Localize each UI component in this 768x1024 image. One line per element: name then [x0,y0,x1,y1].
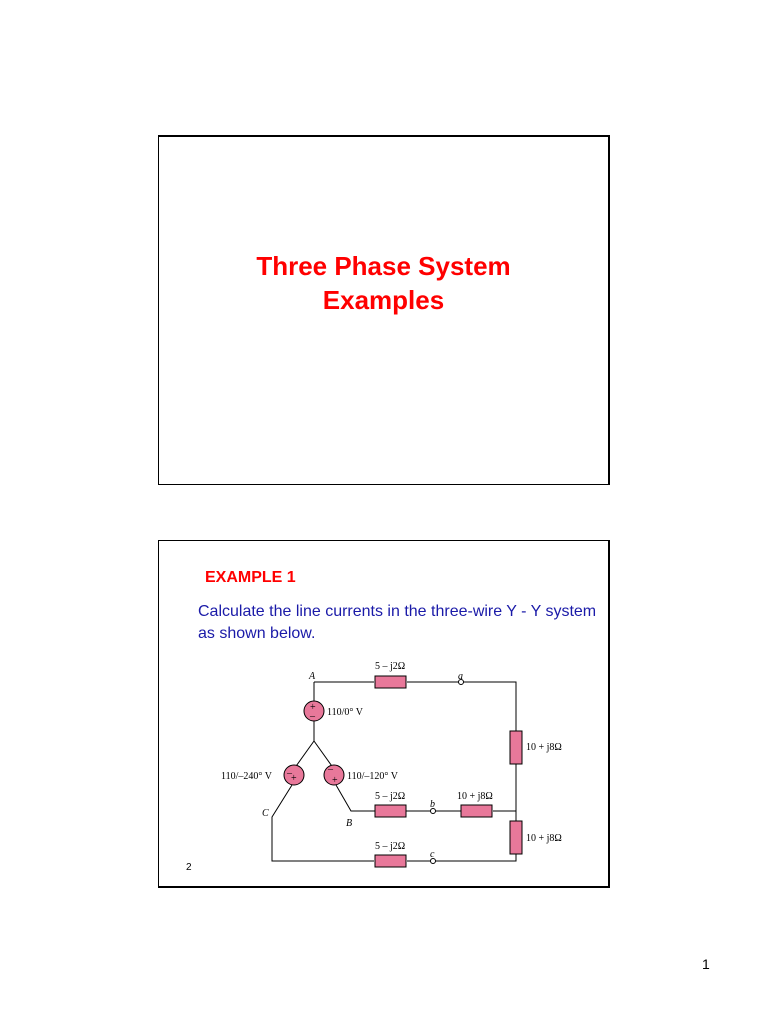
wire-c-right [435,854,516,861]
line-impedance-a-label: 5 – j2Ω [375,661,406,672]
slide-1 [158,135,610,485]
resistor-load-a [510,731,522,764]
circuit-diagram [159,541,611,889]
line-impedance-c-label: 5 – j2Ω [375,841,406,852]
load-impedance-a-label: 10 + j8Ω [526,742,562,753]
line-impedance-b-label: 5 – j2Ω [375,791,406,802]
svg-text:–: – [310,711,315,722]
node-B-label: B [346,818,353,829]
resistor-load-b [461,805,492,817]
node-a-label: a [458,671,463,682]
svg-text:+: + [310,702,316,713]
node-A-label: A [309,671,316,682]
svg-text:–: – [287,768,292,779]
example-title: EXAMPLE 1 [205,569,296,586]
load-impedance-b-label: 10 + j8Ω [457,791,493,802]
slide-title-line-1: Three Phase System [256,251,511,281]
resistor-load-c [510,821,522,854]
svg-text:+: + [291,773,297,784]
source-a-icon [304,701,324,722]
slide-title [159,249,608,317]
source-b-icon [324,764,344,786]
svg-text:–: – [328,764,333,775]
node-b-label: b [430,799,435,810]
page-number: 1 [702,956,710,972]
wire-c-left [272,785,374,861]
resistor-line-a [375,676,406,688]
source-a-label: 110/0° V [327,707,363,718]
slide-title-line-2: Examples [322,285,445,315]
load-impedance-c-label: 10 + j8Ω [526,833,562,844]
node-c-label: c [430,849,435,860]
resistor-line-c [375,855,406,867]
source-b-label: 110/–120° V [347,771,398,782]
wire-a-right [463,682,516,731]
resistor-line-b [375,805,406,817]
svg-text:+: + [332,775,338,786]
slide-number: 2 [186,862,192,873]
node-C-label: C [262,808,269,819]
example-body-text: Calculate the line currents in the three-wire Y - Y system as shown below. [198,603,597,642]
source-c-label: 110/–240° V [221,771,272,782]
wire-neutral-c [294,741,314,769]
slide-2 [158,540,610,888]
source-c-icon [284,765,304,785]
